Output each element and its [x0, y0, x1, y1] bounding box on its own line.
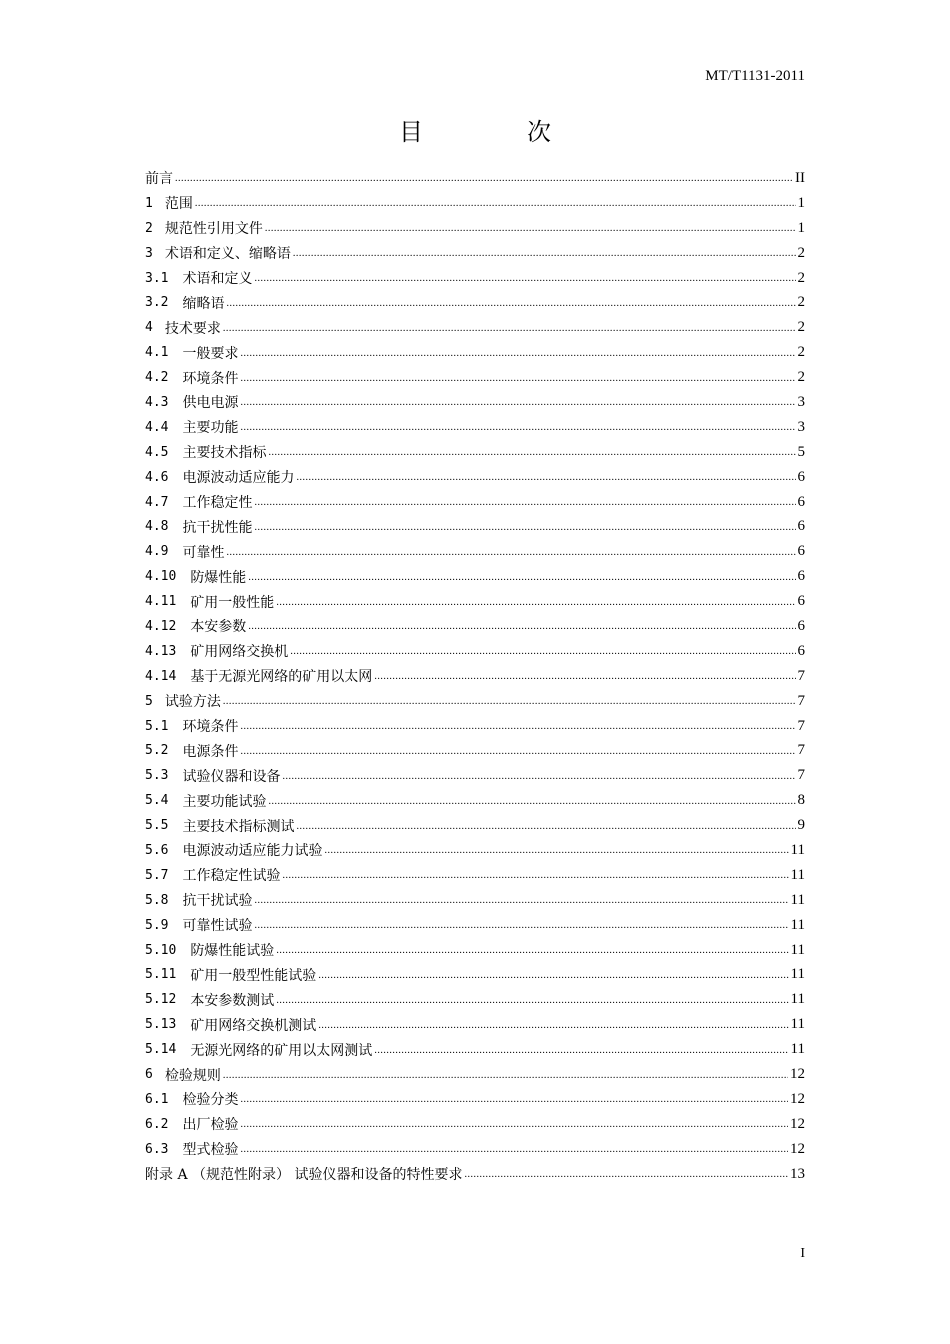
toc-entry-page: II [795, 169, 805, 186]
toc-dot-leader [374, 1043, 788, 1057]
toc-entry-label: 主要功能 [182, 420, 239, 437]
toc-entry-page: 12 [790, 1066, 805, 1082]
toc-entry-page: 6 [797, 518, 805, 535]
toc-entry-label: 术语和定义 [182, 271, 253, 287]
toc-dot-leader [296, 819, 795, 833]
toc-entry[interactable] [145, 1012, 805, 1037]
document-code: MT/T1131-2011 [705, 68, 805, 84]
toc-entry-page: 5 [797, 443, 805, 460]
toc-entry-label: 范围 [164, 196, 193, 213]
toc-entry-page: 3 [797, 418, 805, 435]
toc-entry-label: 主要功能试验 [182, 793, 267, 810]
toc-dot-leader [254, 918, 788, 932]
toc-entry-number: 5.12 [145, 992, 177, 1008]
toc-entry[interactable] [145, 938, 805, 963]
toc-entry[interactable] [145, 1162, 805, 1187]
toc-entry-label: 矿用网络交换机测试 [190, 1017, 317, 1034]
toc-entry[interactable] [145, 639, 805, 664]
toc-dot-leader [293, 246, 796, 260]
toc-entry-label: 试验仪器和设备 [182, 768, 281, 785]
toc-entry[interactable] [145, 216, 805, 241]
toc-entry-label: 出厂检验 [182, 1117, 239, 1134]
toc-entry[interactable] [145, 390, 805, 415]
toc-dot-leader [240, 371, 795, 385]
toc-entry-label: 矿用一般性能 [190, 594, 275, 611]
toc-entry[interactable] [145, 1062, 805, 1087]
toc-entry-page: 11 [790, 966, 805, 983]
toc-entry[interactable] [145, 1087, 805, 1112]
toc-entry-label: 试验方法 [164, 694, 221, 711]
toc-dot-leader [223, 694, 796, 708]
toc-entry-label: 工作稳定性 [182, 495, 253, 512]
toc-dot-leader [226, 545, 795, 559]
toc-entry-page: 11 [790, 1041, 805, 1058]
toc-entry-number: 6.1 [145, 1091, 169, 1107]
toc-dot-leader [240, 395, 795, 409]
toc-entry-number: 5 [145, 693, 153, 709]
toc-entry-number: 4.4 [145, 419, 169, 435]
toc-entry-label: 附录 A （规范性附录） 试验仪器和设备的特性要求 [145, 1167, 463, 1184]
toc-entry-page: 7 [797, 717, 805, 734]
toc-entry[interactable] [145, 987, 805, 1012]
toc-dot-leader [276, 595, 795, 609]
toc-entry-label: 电源条件 [182, 743, 239, 760]
toc-dot-leader [374, 669, 795, 683]
toc-dot-leader [248, 619, 795, 633]
toc-entry-number: 5.14 [145, 1042, 177, 1058]
toc-entry[interactable] [145, 266, 805, 291]
toc-entry-page: 2 [797, 369, 805, 386]
toc-entry[interactable] [145, 465, 805, 490]
toc-dot-leader [318, 968, 788, 982]
toc-entry-page: 9 [797, 817, 805, 834]
toc-dot-leader [318, 1018, 788, 1032]
toc-entry[interactable] [145, 191, 805, 216]
toc-entry-page: 6 [797, 593, 805, 610]
toc-entry-label: 可靠性试验 [182, 918, 253, 935]
toc-entry-number: 5.8 [145, 892, 169, 908]
toc-dot-leader [240, 1092, 788, 1106]
toc-entry[interactable] [145, 564, 805, 589]
toc-entry-label: 前言 [145, 171, 173, 188]
toc-entry[interactable] [145, 514, 805, 539]
toc-entry-number: 6.3 [145, 1141, 169, 1157]
toc-entry-page: 12 [790, 1115, 805, 1132]
toc-entry[interactable] [145, 1037, 805, 1062]
toc-entry-page: 6 [797, 617, 805, 634]
toc-entry[interactable] [145, 838, 805, 863]
toc-entry-page: 11 [790, 866, 805, 883]
toc-dot-leader [324, 843, 788, 857]
toc-dot-leader [296, 470, 795, 484]
toc-entry-number: 4.11 [145, 594, 177, 610]
toc-dot-leader [254, 893, 788, 907]
toc-entry-number: 3.1 [145, 270, 169, 286]
toc-entry-number: 4.1 [145, 345, 169, 361]
toc-entry-number: 5.10 [145, 942, 177, 958]
toc-entry-number: 4.7 [145, 494, 169, 510]
toc-entry-label: 型式检验 [182, 1142, 239, 1159]
toc-entry[interactable] [145, 614, 805, 639]
toc-dot-leader [248, 570, 795, 584]
table-of-contents [145, 166, 805, 1187]
toc-entry[interactable] [145, 738, 805, 763]
toc-entry-page: 6 [797, 493, 805, 510]
toc-entry[interactable] [145, 290, 805, 315]
toc-entry-label: 电源波动适应能力 [182, 470, 295, 487]
toc-dot-leader [223, 1068, 788, 1082]
toc-entry-number: 5.11 [145, 967, 177, 983]
toc-entry-page: 2 [797, 319, 805, 336]
toc-entry-label: 规范性引用文件 [164, 221, 263, 238]
toc-dot-leader [240, 1117, 788, 1131]
toc-entry-page: 8 [797, 792, 805, 809]
toc-entry-number: 4.6 [145, 469, 169, 485]
toc-dot-leader [240, 744, 795, 758]
toc-entry-number: 5.5 [145, 818, 169, 834]
toc-entry-label: 本安参数测试 [190, 992, 275, 1009]
toc-dot-leader [240, 1142, 788, 1156]
toc-entry-page: 11 [790, 941, 805, 958]
toc-entry-label: 检验规则 [164, 1067, 221, 1084]
toc-entry-label: 无源光网络的矿用以太网测试 [190, 1042, 373, 1059]
toc-entry-number: 6 [145, 1067, 153, 1082]
toc-entry-page: 11 [790, 891, 805, 908]
toc-dot-leader [240, 420, 795, 434]
toc-entry-page: 1 [797, 219, 805, 236]
toc-entry-number: 4.10 [145, 569, 177, 585]
toc-entry-number: 5.3 [145, 768, 169, 784]
toc-dot-leader [240, 719, 795, 733]
toc-dot-leader [268, 794, 795, 808]
toc-entry[interactable] [145, 340, 805, 365]
toc-entry-number: 5.13 [145, 1017, 177, 1033]
toc-title: 目 次 [399, 118, 591, 146]
toc-entry-label: 缩略语 [182, 295, 225, 312]
toc-dot-leader [195, 196, 796, 210]
toc-entry[interactable] [145, 813, 805, 838]
toc-entry-label: 抗干扰性能 [182, 519, 253, 536]
toc-entry-page: 2 [797, 294, 805, 311]
toc-entry-number: 6.2 [145, 1116, 169, 1132]
toc-entry-label: 环境条件 [182, 370, 239, 387]
toc-entry-number: 4.13 [145, 643, 177, 659]
toc-entry-page: 11 [790, 991, 805, 1008]
toc-entry-page: 6 [797, 468, 805, 485]
toc-entry-page: 2 [797, 244, 805, 261]
toc-entry[interactable] [145, 589, 805, 614]
toc-entry-number: 2 [145, 220, 153, 236]
toc-entry-number: 5.2 [145, 743, 169, 759]
toc-entry-number: 5.1 [145, 718, 169, 734]
toc-entry-page: 2 [797, 344, 805, 361]
toc-entry[interactable] [145, 664, 805, 689]
toc-entry-label: 工作稳定性试验 [182, 868, 281, 885]
toc-entry-number: 5.6 [145, 842, 169, 858]
page-number: I [800, 1246, 805, 1261]
toc-entry[interactable] [145, 963, 805, 988]
toc-entry-label: 矿用网络交换机 [190, 644, 289, 661]
toc-entry[interactable] [145, 166, 805, 191]
toc-dot-leader [226, 296, 795, 310]
toc-dot-leader [276, 993, 788, 1007]
toc-entry[interactable] [145, 490, 805, 515]
toc-entry-number: 5.7 [145, 867, 169, 883]
toc-entry[interactable] [145, 714, 805, 739]
toc-entry-page: 11 [790, 1016, 805, 1033]
toc-entry-label: 主要技术指标测试 [182, 818, 295, 835]
toc-entry-page: 7 [797, 667, 805, 684]
toc-dot-leader [282, 769, 795, 783]
toc-entry-page: 7 [797, 767, 805, 784]
toc-entry[interactable] [145, 315, 805, 340]
toc-dot-leader [282, 868, 788, 882]
toc-entry-number: 4.5 [145, 444, 169, 460]
toc-entry[interactable] [145, 241, 805, 266]
toc-entry[interactable] [145, 539, 805, 564]
toc-entry[interactable] [145, 365, 805, 390]
toc-entry[interactable] [145, 1112, 805, 1137]
toc-entry-number: 4.8 [145, 519, 169, 535]
toc-dot-leader [276, 943, 788, 957]
toc-entry-label: 供电电源 [182, 395, 239, 412]
toc-entry-number: 1 [145, 195, 153, 211]
toc-entry-page: 12 [790, 1090, 805, 1107]
toc-entry-page: 7 [797, 692, 805, 709]
toc-entry-page: 6 [797, 543, 805, 560]
toc-entry-label: 防爆性能试验 [190, 943, 275, 960]
toc-entry-page: 2 [797, 269, 805, 286]
toc-entry[interactable] [145, 440, 805, 465]
toc-entry-label: 术语和定义、缩略语 [164, 246, 291, 263]
toc-entry-number: 5.9 [145, 917, 169, 933]
toc-entry-number: 4.2 [145, 370, 169, 386]
toc-entry-number: 3.2 [145, 295, 169, 311]
toc-entry-page: 7 [797, 742, 805, 759]
toc-dot-leader [223, 321, 796, 335]
toc-entry-page: 1 [797, 194, 805, 211]
toc-entry[interactable] [145, 788, 805, 813]
toc-entry-number: 4 [145, 320, 153, 336]
toc-entry-number: 3 [145, 245, 153, 261]
toc-dot-leader [254, 520, 795, 534]
toc-entry-label: 抗干扰试验 [182, 893, 253, 910]
toc-entry-number: 4.3 [145, 394, 169, 410]
toc-entry-page: 3 [797, 393, 805, 410]
toc-entry-label: 一般要求 [182, 345, 239, 362]
toc-dot-leader [254, 495, 795, 509]
toc-entry-number: 4.14 [145, 668, 177, 684]
toc-entry-page: 11 [790, 841, 805, 858]
toc-entry-number: 4.12 [145, 618, 177, 634]
toc-entry-label: 防爆性能 [190, 569, 247, 586]
toc-dot-leader [254, 271, 795, 285]
toc-entry-label: 矿用一般型性能试验 [190, 967, 317, 984]
toc-entry-page: 12 [790, 1140, 805, 1157]
toc-entry[interactable] [145, 913, 805, 938]
toc-entry-label: 检验分类 [182, 1092, 239, 1109]
toc-entry-label: 环境条件 [182, 719, 239, 736]
toc-entry-label: 电源波动适应能力试验 [182, 843, 323, 860]
toc-entry[interactable] [145, 763, 805, 788]
toc-entry[interactable] [145, 689, 805, 714]
toc-entry[interactable] [145, 415, 805, 440]
toc-dot-leader [464, 1167, 788, 1181]
toc-entry-page: 6 [797, 568, 805, 585]
toc-entry[interactable] [145, 863, 805, 888]
toc-dot-leader [240, 346, 795, 360]
toc-entry[interactable] [145, 1137, 805, 1162]
toc-entry-page: 11 [790, 916, 805, 933]
toc-entry-number: 4.9 [145, 544, 169, 560]
toc-entry-label: 可靠性 [182, 544, 225, 561]
toc-entry-page: 13 [790, 1165, 805, 1182]
toc-dot-leader [268, 445, 795, 459]
toc-dot-leader [290, 644, 795, 658]
toc-dot-leader [175, 171, 793, 185]
toc-entry-label: 基于无源光网络的矿用以太网 [190, 669, 373, 686]
toc-entry-number: 5.4 [145, 793, 169, 809]
toc-entry-label: 本安参数 [190, 619, 247, 636]
toc-entry-label: 主要技术指标 [182, 445, 267, 462]
toc-dot-leader [265, 221, 796, 235]
toc-entry-label: 技术要求 [164, 320, 221, 337]
toc-entry-page: 6 [797, 642, 805, 659]
toc-entry[interactable] [145, 888, 805, 913]
